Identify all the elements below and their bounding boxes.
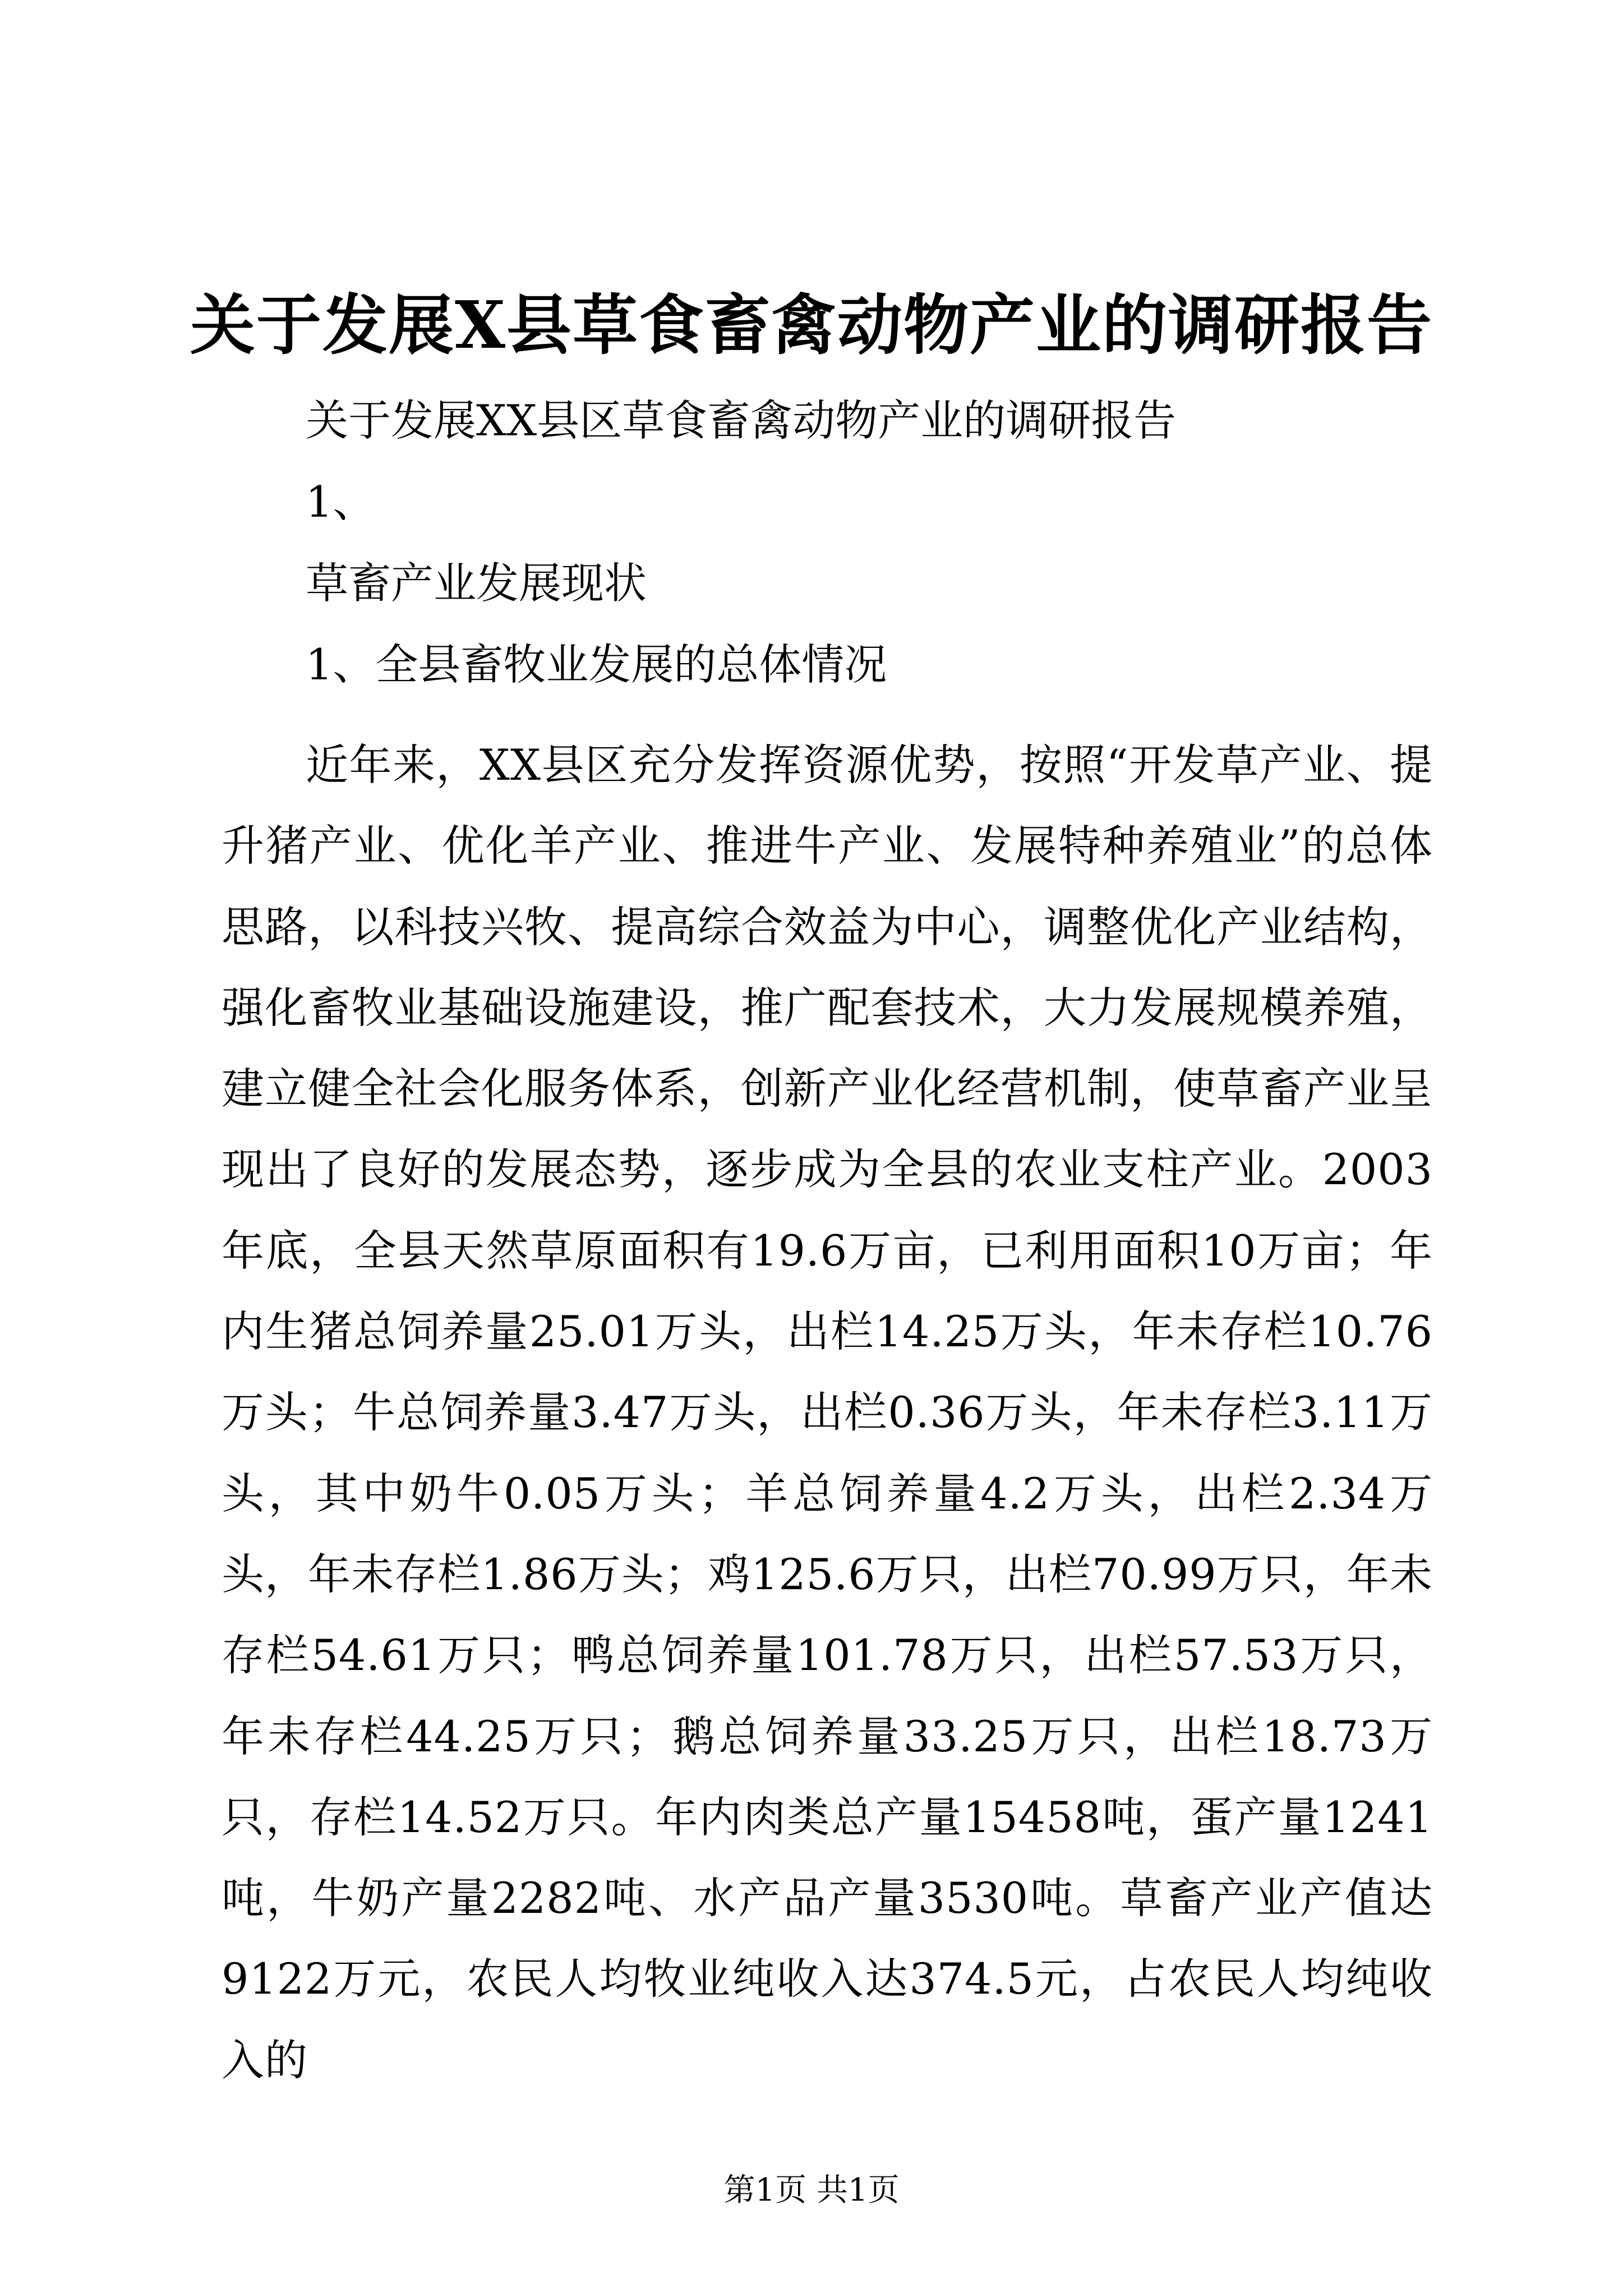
section-heading: 草畜产业发展现状 (306, 558, 647, 608)
document-title: 关于发展X县草食畜禽动物产业的调研报告 (190, 287, 1433, 364)
body-paragraph: 近年来，XX县区充分发挥资源优势，按照“开发草产业、提升猪产业、优化羊产业、推进牛产业、发展特种养殖业”的总体思路，以科技兴牧、提高综合效益为中心，调整优化产业结构，强化畜牧业基础设施建设，推广配套技术，大力发展规模养殖，建立健全社会化服务体系，创新产业化经营机制，使草畜产业呈现出了良好的发展态势，逐步成为全县的农业支柱产业。2003年底，全县天然草原面积有19.6万亩，已利用面积10万亩；年内生猪总饲养量25.01万头，出栏14.25万头，年未存栏10.76万头；牛总饲养量3.47万头，出栏0.36万头，年未存栏3.11万头，其中奶牛0.05万头；羊总饲养量4.2万头，出栏2.34万头，年未存栏1.86万头；鸡125.6万只，出栏70.99万只，年未存栏54.61万只；鸭总饲养量101.78万只，出栏57.53万只，年未存栏44.25万只；鹅总饲养量33.25万只，出栏18.73万只，存栏14.52万只。年内肉类总产量15458吨，蛋产量1241吨，牛奶产量2282吨、水产品产量3530吨。草畜产业产值达9122万元，农民人均牧业纯收入达374.5元，占农民人均纯收入的 (222, 740, 1433, 2085)
subsection-heading: 1、全县畜牧业发展的总体情况 (306, 639, 887, 689)
document-subtitle: 关于发展XX县区草食畜禽动物产业的调研报告 (306, 395, 1177, 445)
page-footer: 第1页 共1页 (723, 2172, 900, 2208)
section-number: 1、 (306, 477, 376, 527)
